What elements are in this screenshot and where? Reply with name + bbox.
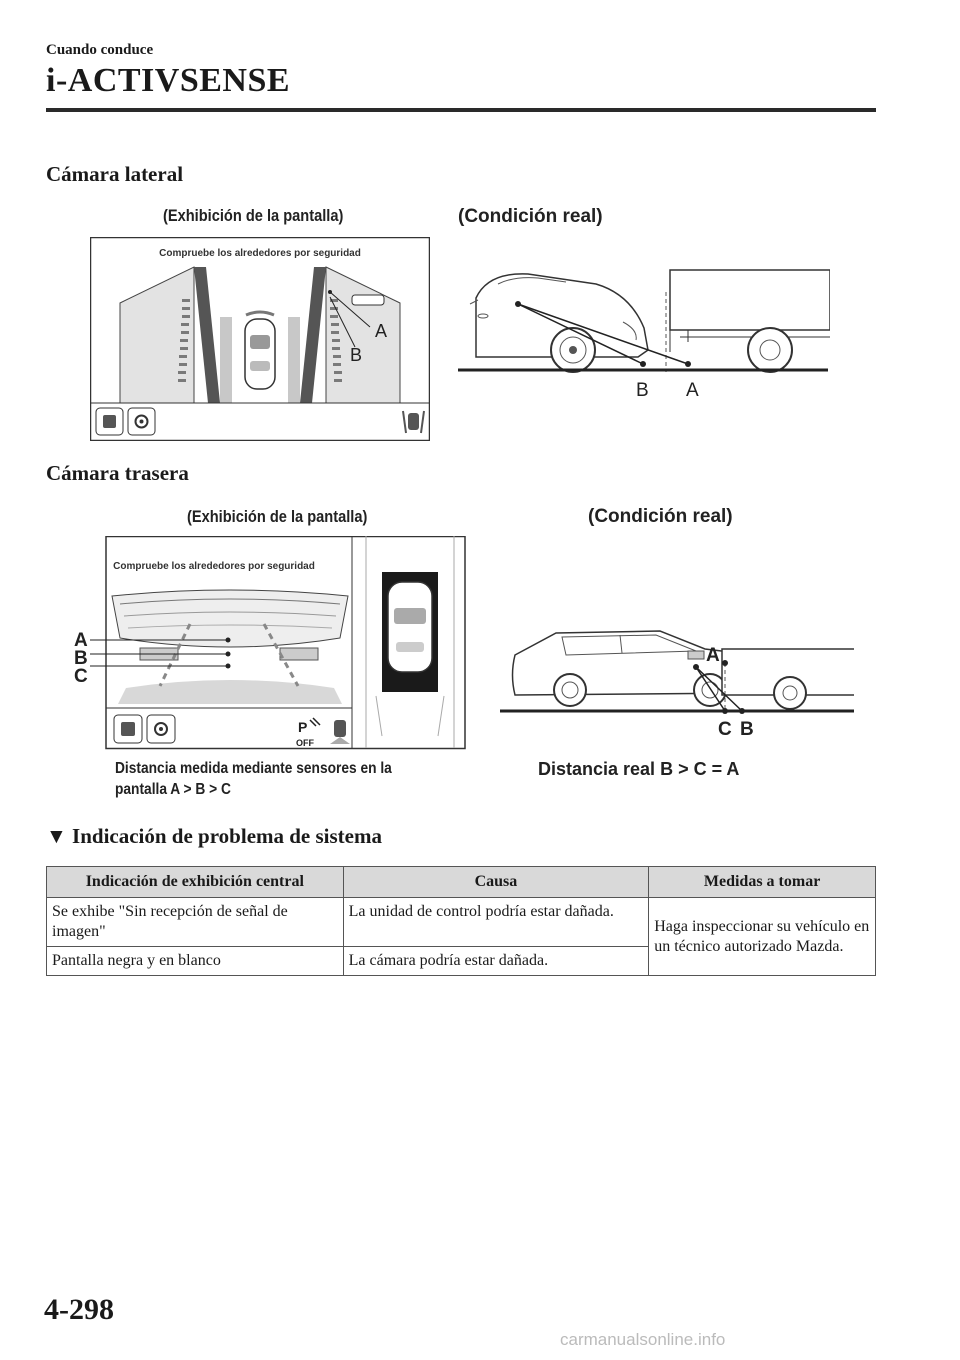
header-rule xyxy=(46,108,876,112)
side-real-label-b: B xyxy=(636,380,649,401)
table-cell: Pantalla negra y en blanco xyxy=(47,947,344,976)
side-real-label-a: A xyxy=(686,380,699,401)
side-screen-message: Compruebe los alrededores por seguridad xyxy=(159,248,361,259)
problem-heading: ▼ Indicación de problema de sistema xyxy=(46,824,382,848)
rear-screen-label-b: B xyxy=(74,648,88,669)
rear-screen-label-c: C xyxy=(74,666,88,687)
watermark: carmanualsonline.info xyxy=(560,1330,726,1349)
rear-screen-label-a: A xyxy=(74,630,88,651)
rear-real-note: Distancia real B > C = A xyxy=(538,759,740,779)
rear-parking-car-icon xyxy=(334,720,346,737)
header-title: i-ACTIVSENSE xyxy=(46,62,291,99)
table-header: Indicación de exhibición central xyxy=(47,867,344,898)
rear-screen-note xyxy=(115,758,392,800)
header-section: Cuando conduce xyxy=(46,42,154,58)
rear-screen-note-line2: pantalla A > B > C xyxy=(115,781,231,798)
side-screen-illustration xyxy=(90,237,430,441)
side-real-illustration xyxy=(458,262,830,412)
table-cell: La unidad de control podría estar dañada. xyxy=(343,898,649,947)
problem-table xyxy=(46,866,876,976)
rear-real-label-a: A xyxy=(706,645,720,666)
table-header: Causa xyxy=(343,867,649,898)
rear-real-label-b: B xyxy=(740,719,754,740)
rear-screen-note-line1: Distancia medida mediante sensores en la xyxy=(115,760,392,777)
side-screen-label-b: B xyxy=(350,345,363,365)
rear-real-caption: (Condición real) xyxy=(588,506,733,527)
table-cell-action: Haga inspeccionar su vehículo en un técnico autorizado Mazda. xyxy=(649,898,876,976)
rear-screen-illustration xyxy=(70,536,466,750)
rear-screen-message: Compruebe los alrededores por seguridad xyxy=(113,561,315,572)
table-cell: La cámara podría estar dañada. xyxy=(343,947,649,976)
rear-camera-heading: Cámara trasera xyxy=(46,461,189,485)
rear-screen-caption: (Exhibición de la pantalla) xyxy=(187,507,368,526)
table-header-row xyxy=(47,867,876,898)
side-real-caption: (Condición real) xyxy=(458,206,603,227)
side-camera-heading: Cámara lateral xyxy=(46,162,184,186)
off-label: OFF xyxy=(296,738,314,748)
table-cell: Se exhibe "Sin recepción de señal de imagen" xyxy=(47,898,344,947)
svg-text:P: P xyxy=(298,719,308,735)
table-row xyxy=(47,898,876,947)
rear-real-illustration xyxy=(470,625,854,745)
side-screen-caption: (Exhibición de la pantalla) xyxy=(163,206,344,225)
page-number: 4-298 xyxy=(44,1293,114,1326)
side-screen-label-a: A xyxy=(375,321,388,341)
table-header: Medidas a tomar xyxy=(649,867,876,898)
rear-real-label-c: C xyxy=(718,719,732,740)
